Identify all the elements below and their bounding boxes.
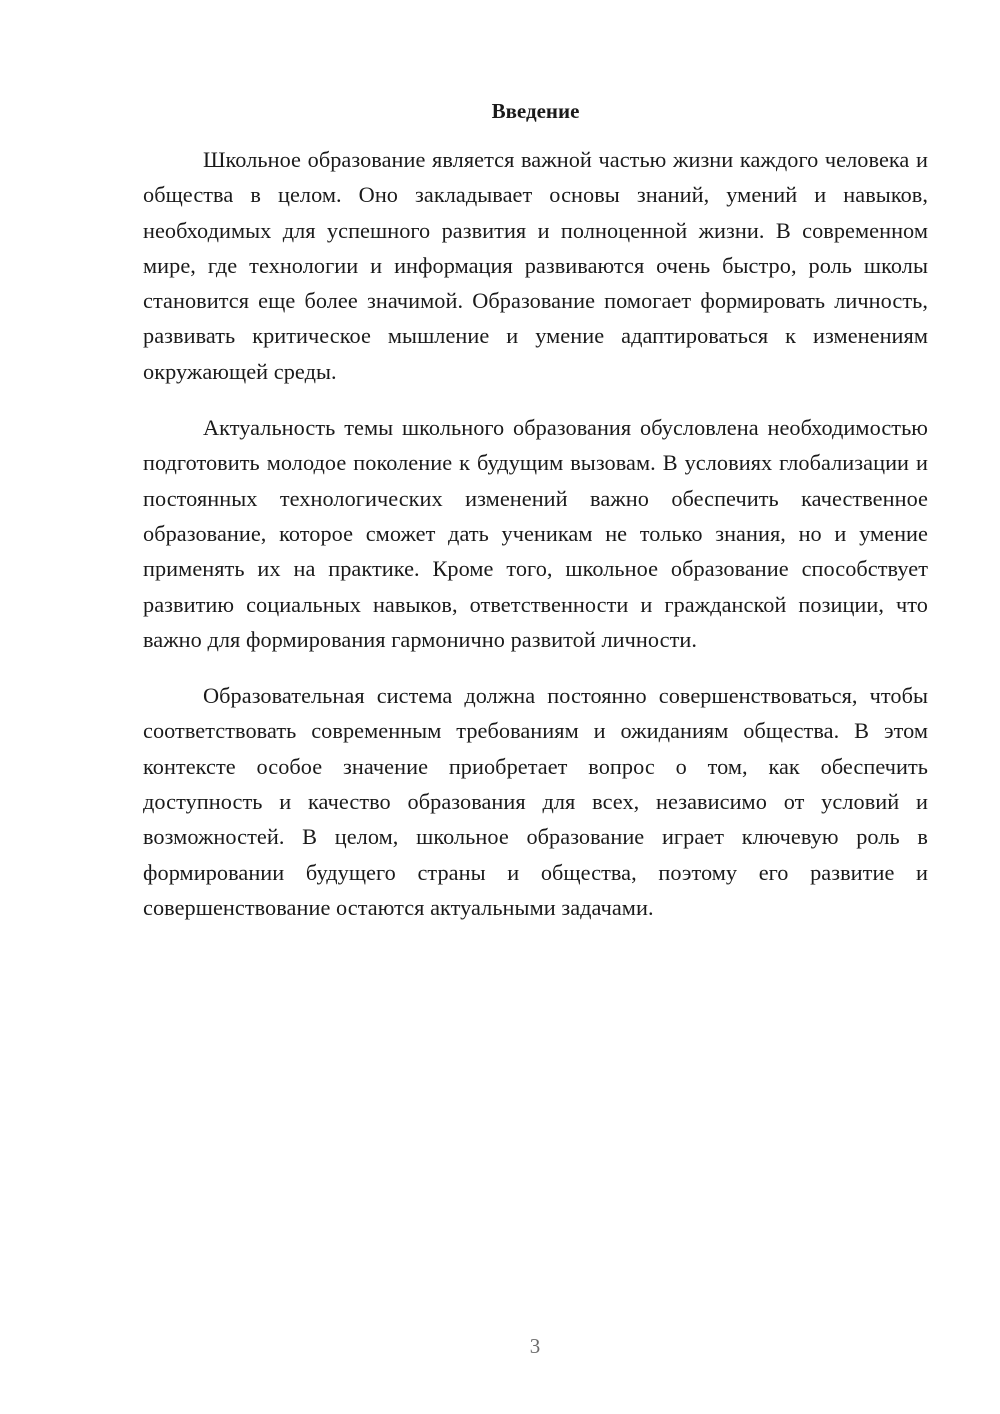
paragraph-1: Школьное образование является важной частью жизни каждого человека и общества в целом. Оно закладывает основы знаний, умений и навыков, необходимых для успешного развития и полноценной жизни. В современном мире, где технологии и информация развиваются очень быстро, роль школы становится еще более значимой. Образование помогает формировать личность, развивать критическое мышление и умение адаптироваться к изменениям окружающей среды. <box>143 147 928 384</box>
paragraph-2: Актуальность темы школьного образования обусловлена необходимостью подготовить молодое поколение к будущим вызовам. В условиях глобализации и постоянных технологических изменений важно обеспечить качественное образование, которое сможет дать ученикам не только знания, но и умение применять их на практике. Кроме того, школьное образование способствует развитию социальных навыков, ответственности и гражданской позиции, что важно для формирования гармонично развитой личности. <box>143 415 928 652</box>
paragraph-3: Образовательная система должна постоянно совершенствоваться, чтобы соответствовать современным требованиям и ожиданиям общества. В этом контексте особое значение приобретает вопрос о том, как обеспечить доступность и качество образования для всех, независимо от условий и возможностей. В целом, школьное образование играет ключевую роль в формировании будущего страны и общества, поэтому его развитие и совершенствование остаются актуальными задачами. <box>143 683 928 920</box>
page-number: 3 <box>529 1334 541 1358</box>
body-text <box>143 142 928 946</box>
section-heading: Введение <box>491 99 580 123</box>
